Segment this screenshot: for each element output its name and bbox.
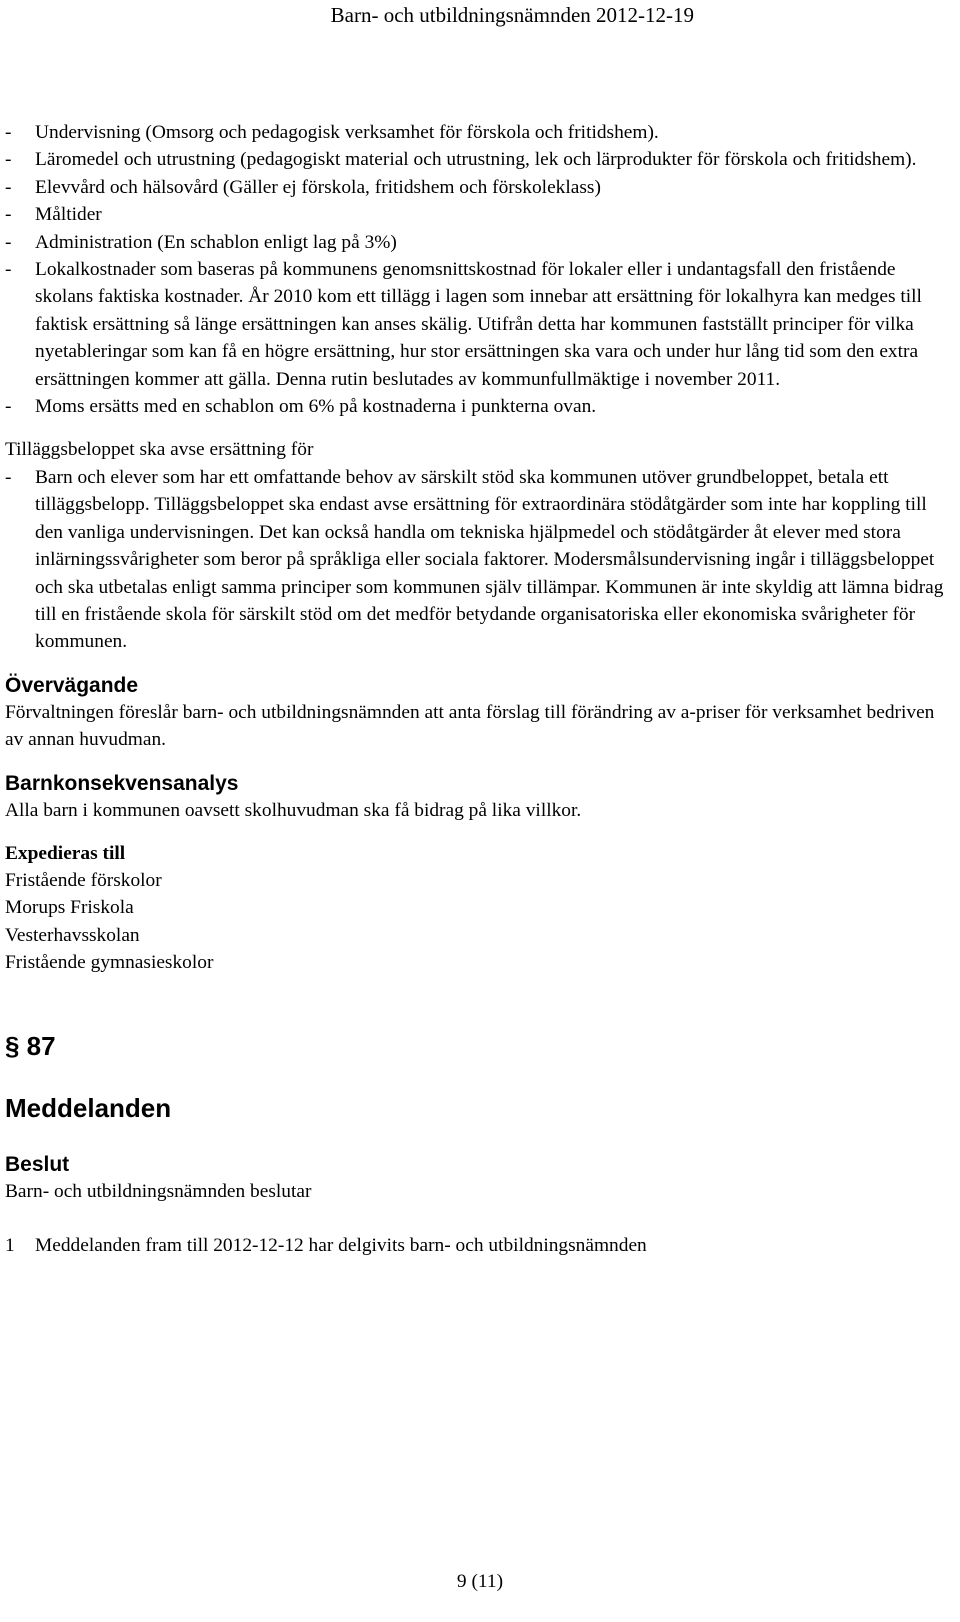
list-item-text: Läromedel och utrustning (pedagogiskt material och utrustning, lek och lärprodukter för förskola och fritidshem).	[35, 149, 917, 171]
section-text: Alla barn i kommunen oavsett skolhuvudman ska få bidrag på lika villkor.	[5, 799, 582, 821]
list-item	[5, 229, 955, 256]
list-bullet: -	[5, 149, 12, 171]
list-bullet: -	[5, 176, 12, 198]
list-item-text: Måltider	[35, 204, 102, 226]
list-item-text: Lokalkostnader som baseras på kommunens genomsnittskostnad för lokaler eller i undantagsfall den fristående skolans faktiska kostnader. År 2010 kom ett tillägg i lagen som innebar att ersättning för lokalhyra kan medges till faktisk ersättning så länge ersättningen kan anses skälig. Utifrån detta har kommunen fastställt principer för vilka nyetableringar som kan få en högre ersättning, hur stor ersättningen ska vara och under hur lång tid som den extra ersättningen kommer att gälla. Denna rutin beslutades av kommunfullmäktige i november 2011.	[35, 259, 922, 390]
recipient: Vesterhavsskolan	[5, 924, 140, 946]
section-heading: Barnkonsekvensanalys	[5, 771, 239, 795]
section-heading: Övervägande	[5, 673, 139, 697]
section-heading: Beslut	[5, 1152, 70, 1176]
list-item-text: Elevvård och hälsovård (Gäller ej förskola, fritidshem och förskoleklass)	[35, 176, 601, 198]
list-bullet: -	[5, 396, 12, 418]
spacer	[5, 420, 955, 436]
expedieras-section	[5, 840, 955, 977]
list-item	[5, 174, 955, 201]
list-bullet: -	[5, 466, 12, 488]
spacer	[5, 1125, 955, 1151]
list-bullet: -	[5, 259, 12, 281]
list-bullet: -	[5, 204, 12, 226]
section-text: Förvaltningen föreslår barn- och utbildningsnämnden att anta förslag till förändring av a-priser för verksamhet bedriven av annan huvudman.	[5, 701, 935, 751]
page-number: 9 (11)	[456, 1571, 504, 1592]
cost-items-list	[5, 119, 955, 420]
page-header: Barn- och utbildningsnämnden 2012-12-19	[330, 3, 694, 27]
spacer	[5, 977, 955, 1029]
recipient: Fristående förskolor	[5, 869, 162, 891]
list-item-text: Barn och elever som har ett omfattande behov av särskilt stöd ska kommunen utöver grundbeloppet, betala ett tilläggsbelopp. Tilläggsbeloppet ska endast avse ersättning för extraordinära stödåtgärder som inte har koppling till den vanliga undervisningen. Det kan också handla om tekniska hjälpmedel och stödåtgärder åt elever med stora inlärningssvårigheter som beror på språkliga eller sociala faktorer. Modersmålsundervisning ingår i tilläggsbeloppet och ska utbetalas enligt samma principer som kommunen själv tillämpar. Kommunen är inte skyldig att lämna bidrag till en fristående skola för särskilt stöd om det medför betydande organisatoriska eller ekonomiska svårigheter för kommunen.	[35, 466, 944, 653]
list-item	[5, 201, 955, 228]
overvagande-section	[5, 672, 955, 754]
beslut-intro: Barn- och utbildningsnämnden beslutar	[5, 1180, 312, 1202]
recipient: Fristående gymnasieskolor	[5, 952, 214, 974]
spacer	[5, 656, 955, 672]
document-body	[5, 119, 955, 1259]
list-item-text: Administration (En schablon enligt lag på 3%)	[35, 231, 397, 253]
recipient: Morups Friskola	[5, 897, 134, 919]
section-heading: Expedieras till	[5, 842, 126, 864]
list-item	[5, 393, 955, 420]
list-item	[5, 146, 955, 173]
decision-item	[5, 1232, 955, 1259]
supplement-section	[5, 436, 955, 655]
barnkonsekvens-section	[5, 770, 955, 824]
list-item	[5, 464, 955, 656]
spacer	[5, 1063, 955, 1091]
list-item	[5, 256, 955, 393]
beslut-section	[5, 1151, 955, 1260]
list-bullet: -	[5, 122, 12, 143]
decision-text: Meddelanden fram till 2012-12-12 har delgivits barn- och utbildningsnämnden	[35, 1234, 647, 1256]
paragraph-number: § 87	[5, 1030, 56, 1061]
section-title: Meddelanden	[5, 1092, 172, 1123]
list-item	[5, 119, 955, 146]
decision-number: 1	[5, 1234, 15, 1256]
list-item-text: Moms ersätts med en schablon om 6% på kostnaderna i punkterna ovan.	[35, 396, 597, 418]
spacer	[5, 1205, 955, 1232]
paragraph-87-section	[5, 1029, 955, 1125]
list-item-text: Undervisning (Omsorg och pedagogisk verksamhet för förskola och fritidshem).	[35, 122, 659, 143]
spacer	[5, 824, 955, 840]
spacer	[5, 754, 955, 770]
list-bullet: -	[5, 231, 12, 253]
supplement-intro: Tilläggsbeloppet ska avse ersättning för	[5, 439, 314, 461]
